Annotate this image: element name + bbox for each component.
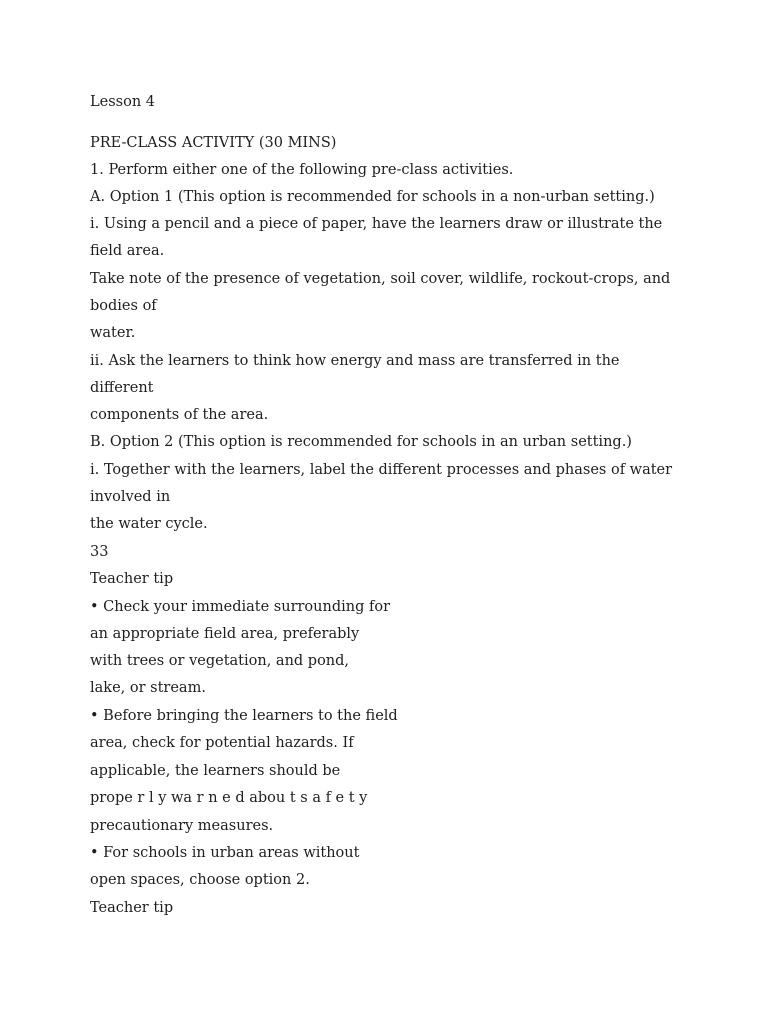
tip-bullet-line: • Before bringing the learners to the field <box>90 708 398 724</box>
tip-bullet-line: • Check your immediate surrounding for <box>90 599 391 615</box>
text-line: applicable, the learners should be <box>90 763 341 779</box>
teacher-tip-heading: Teacher tip <box>90 571 174 587</box>
text-line: water. <box>90 325 136 341</box>
text-line: the water cycle. <box>90 516 208 532</box>
teacher-tip-heading: Teacher tip <box>90 900 174 916</box>
text-line: i. Together with the learners, label the different processes and phases of water <box>90 462 673 478</box>
text-line: open spaces, choose option 2. <box>90 872 310 888</box>
text-line: ii. Ask the learners to think how energy and mass are transferred in the <box>90 353 620 369</box>
option-2-heading: B. Option 2 (This option is recommended for schools in an urban setting.) <box>90 434 632 450</box>
lesson-heading: Lesson 4 <box>90 94 155 110</box>
text-line: precautionary measures. <box>90 818 274 834</box>
activity-heading: PRE-CLASS ACTIVITY (30 MINS) <box>90 135 337 151</box>
tip-bullet-line: • For schools in urban areas without <box>90 845 360 861</box>
text-line: i. Using a pencil and a piece of paper, have the learners draw or illustrate the <box>90 216 663 232</box>
text-line: prope r l y wa r n e d abou t s a f e t y <box>90 790 368 806</box>
text-line: different <box>90 380 154 396</box>
text-line: area, check for potential hazards. If <box>90 735 354 751</box>
text-line: bodies of <box>90 298 157 314</box>
text-line: with trees or vegetation, and pond, <box>90 653 350 669</box>
text-line: an appropriate field area, preferably <box>90 626 360 642</box>
text-line: involved in <box>90 489 171 505</box>
text-line: components of the area. <box>90 407 269 423</box>
option-1-heading: A. Option 1 (This option is recommended for schools in a non-urban setting.) <box>90 189 655 205</box>
text-line: field area. <box>90 243 165 259</box>
text-line: 1. Perform either one of the following pre-class activities. <box>90 162 514 178</box>
page-number: 33 <box>90 544 109 560</box>
text-line: lake, or stream. <box>90 680 206 696</box>
text-line: Take note of the presence of vegetation, soil cover, wildlife, rockout-crops, and <box>90 271 671 287</box>
